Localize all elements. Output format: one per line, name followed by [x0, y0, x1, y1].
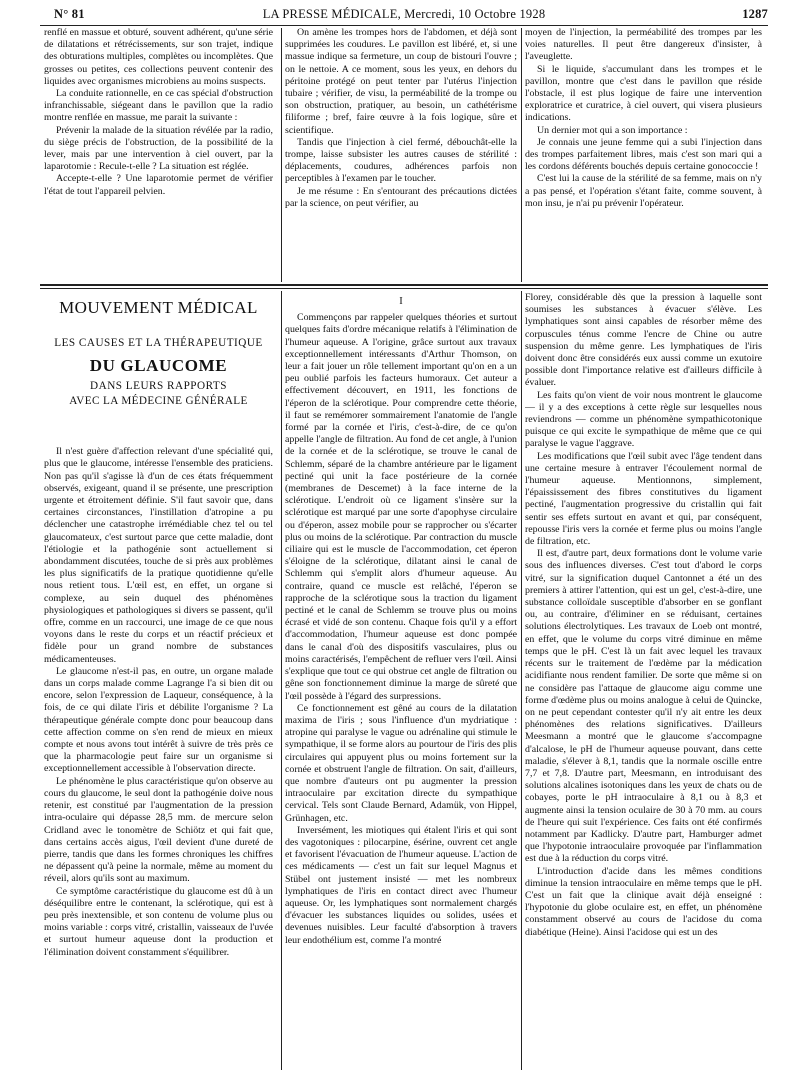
- top-column-3: [525, 27, 762, 282]
- top-column-2: [285, 27, 517, 282]
- column-divider: [281, 28, 282, 282]
- issue-number: N° 81: [54, 7, 85, 21]
- running-header: [40, 5, 768, 25]
- page-number: 1287: [742, 7, 768, 21]
- paragraph: Ce symptôme caractéristique du glaucome est dû à un déséquilibre entre le contenant, la sclérotique, qui est à peu près inextensible, et son contenu de volume plus ou moins variable : corps vitré, cristallin, vaisseaux de l'uvée et surtout humeur aqueuse dont la production et l'élimination doivent constamment s'équilibrer.: [44, 885, 273, 958]
- paragraph: Je connais une jeune femme qui a subi l'injection dans des trompes parfaitement libres, mais c'est son mari qui a les cordons déférents bouchés depuis certaine gonococcie !: [525, 136, 762, 173]
- article-column-2: [285, 292, 517, 1070]
- paragraph: Inversément, les miotiques qui étalent l'iris et qui sont des vagotoniques : pilocarpine, ésérine, ouvrent cet angle et favorisent l'évacuation de l'humeur aqueuse. L'action de ces médicaments — c'est un fait sur lequel Magnus et Stübel ont justement insisté — met les nombreux lymphatiques de l'iris en contact direct avec l'humeur aqueuse. Or, les lymphatiques sont normalement chargés d'évacuer les substances liquides ou solides, usées et devenues nuisibles. Leur faculté d'absorption à travers leur endothélium est, comme l'a montré: [285, 824, 517, 946]
- paragraph: La conduite rationnelle, en ce cas spécial d'obstruction infranchissable, siégeant dans le pavillon que la radio montre renflée en massue, me parait la suivante :: [44, 88, 273, 124]
- article-subtitle: AVEC LA MÉDECINE GÉNÉRALE: [69, 395, 248, 408]
- article-subtitle: DANS LEURS RAPPORTS: [90, 380, 227, 393]
- paragraph: L'introduction d'acide dans les mêmes conditions diminue la tension intraoculaire en même temps que le pH. C'est un fait que la clinique avait déjà enseigné : l'hypotonie du globe oculaire est, en effet, un phénomène constamment observé au cours de l'acidose du coma diabétique (Heine). Ainsi l'acidose qui est un des: [525, 865, 762, 938]
- section-heading: MOUVEMENT MÉDICAL: [59, 298, 258, 317]
- paragraph: Un dernier mot qui a son importance :: [537, 124, 688, 136]
- article-column-1: [44, 292, 273, 1070]
- paragraph: Prévenir la malade de la situation révélée par la radio, du siège précis de l'obstruction, de la possibilité de la lever, mais par une intervention à ciel ouvert, par la laparotomie : Recule-t-elle ? La situation est réglée.: [44, 124, 273, 173]
- paragraph: Si le liquide, s'accumulant dans les trompes et le pavillon, montre que c'est dans le pavillon que réside l'obstacle, il est plus logique de faire une intervention exploratrice et curatrice, à ciel ouvert, qui visera plusieurs indications.: [525, 63, 762, 124]
- article-title: LES CAUSES ET LA THÉRAPEUTIQUE: [54, 337, 263, 350]
- paragraph: Ce fonctionnement est gêné au cours de la dilatation maxima de l'iris ; sous l'influence d'un mydriatique : atropine qui paralyse le vague ou adrénaline qui stimule le sympathique, il se forme alors au pourtour de l'iris des plis circulaires qui appuyent plus ou moins fortement sur la cornée et obstruent l'angle de filtration. On sait, d'ailleurs, que nombre d'auteurs ont pu augmenter la pression intraoculaire par excitation directe du sympathique cervical. Tels sont Claude Bernard, Adamük, von Hippel, Grünhagen, etc.: [285, 702, 517, 824]
- paragraph: renflé en massue et obturé, souvent adhérent, qu'une série de dilatations et rétrécissements, sur son trajet, indique des obturations multiples, complètes ou incomplètes. Que grosses ou petites, ces collections peuvent contenir des liquides avec organismes microbiens au moins suspects.: [44, 27, 273, 87]
- paragraph: Florey, considérable dès que la pression à laquelle sont soumises les substances à évacuer s'élève. Les lymphatiques sont ainsi capables de résorber même des corpuscules ténus comme l'encre de Chine ou autre suspension du même genre. Les lymphatiques de l'iris doivent donc être considérés eux aussi comme un exutoire possible dont l'importance relative est d'ailleurs difficile à évaluer.: [525, 292, 762, 389]
- part-number: I: [399, 296, 403, 307]
- paragraph: Il est, d'autre part, deux formations dont le volume varie sous des influences diverses. C'est tout d'abord le corps vitré, sur la signification duquel Cantonnet a été un des premiers à attirer l'attention, qui est un gel, c'est-à-dire, une substance colloïdale susceptible d'absorber en se gonflant ou, au contraire, d'éliminer en se réduisant, certaines solutions électrolytiques. Les travaux de Loeb ont montré, en effet, que le volume du corps vitré diminue en même temps que le pH. C'est là un fait avec lequel les travaux récents sur le traitement de l'œdème par la médication acidifiante nous rendent familier. De sorte que même si on ne considère pas l'attaque de glaucome aigu comme une forme d'œdème plus ou moins analogue à celui de Quincke, on ne peut cependant contester qu'il n'y ait entre les deux phénomènes des relations significatives. D'ailleurs Meesmann a montré que le glaucome s'accompagne d'alcalose, le pH de l'humeur aqueuse pouvant, dans cette maladie, s'élever à 8,1, tandis que la normale oscille entre 7,7 et 7,8. D'autre part, Meesmann, en introduisant des solutions alcalines isotoniques dans les yeux de chats ou de cobayes, porte le pH intraoculaire à 8,1 ou à 8,3 et augmente ainsi la tension oculaire de 30 à 70 mm. au cours de l'heure qui suit l'expérience. Ces faits ont été confirmés notamment par Kadlicky. D'autre part, Hamburger admet que l'hypotonie intraoculaire provoquée par l'inflammation est due à la réduction du corps vitré.: [525, 548, 762, 865]
- section-rule: [40, 284, 768, 286]
- paragraph: Commençons par rappeler quelques théories et surtout quelques faits d'ordre mécanique relatifs à l'élimination de l'humeur aqueuse. A l'origine, grâce surtout aux travaux exceptionnellement intéressants d'Arthur Thomson, on leur a fait jouer un rôle tellement important qu'on en a un peu oublié parfois les facteurs humoraux. Cet auteur a effectivement découvert, en 1911, les fonctions de l'éperon de la sclérotique. Pour comprendre cette théorie, il faut se remémorer sommairement l'anatomie de l'angle formé par la cornée et l'iris, c'est-à-dire, de ce qu'on appelle l'angle de filtration. Au fond de cet angle, à l'union de la cornée et de la sclérotique, se trouve le canal de Schlemm, séparé de la chambre antérieure par le ligament pectiné qui unit la face postérieure de la cornée (membranes de Descemet) à la face interne de la sclérotique. L'endroit où ce ligament s'insère sur la sclérotique est marqué par une sorte d'apophyse circulaire ou d'éperon, assez mobile pour se rapprocher ou s'écarter plus ou moins de la sclérotique. Par contraction du muscle ciliaire qui est le muscle de l'accommodation, cet éperon s'éloigne de la sclérotique, dilatant ainsi le canal de Schlemm qui s'emplit alors d'humeur aqueuse. Au contraire, quand ce muscle est relâché, l'éperon se rapproche de la sclérotique sous la traction du ligament pectiné et le canal de Schlemm se trouve plus ou moins écrasé et vidé de son contenu. Chaque fois qu'il y a effort d'accommodation, l'humeur aqueuse est donc pompée dans le canal d'où des dispositifs vasculaires, plus ou moins caractérisés, l'empêchent de refluer vers l'œil. Ainsi s'explique que tout ce qui obstrue cet angle de filtration ou gêne son fonctionnement diminue la marge de sûreté que l'œil possède à l'égard des surpressions.: [285, 312, 517, 702]
- paragraph: moyen de l'injection, la perméabilité des trompes par les voies naturelles. Il peut être dangereux d'insister, à l'aveuglette.: [525, 27, 762, 63]
- paragraph: On amène les trompes hors de l'abdomen, et déjà sont supprimées les coudures. Le pavillon est libéré, et, si une massue indique sa fermeture, un coup de bistouri l'ouvre ; on le nettoie. A ce moment, sous les yeux, en dehors du péritoine protégé on peut tenter par l'utérus l'injection tubaire ; vérifier, de visu, la perméabilité de la trompe ou son obstruction, pratiquer, au besoin, un cathétérisme filiforme ; bref, faire œuvre à la fois logique, sûre et scientifique.: [285, 27, 517, 136]
- header-rule: [40, 25, 768, 26]
- paragraph: Le phénomène le plus caractéristique qu'on observe au cours du glaucome, le seul dont la pathogénie doive nous retenir, est constitué par l'augmentation de la pression intra-oculaire qui dépasse 28,5 mm. de mercure selon Cridland avec le tonomètre de Schiötz et qui fait que, dans certains accès aigus, l'œil devient d'une dureté de pierre, tandis que dans les formes chroniques les chiffres ne dépassent qu'à peine la normale, même au moment du réveil, alors qu'ils sont au maximum.: [44, 775, 273, 885]
- paragraph: Je me résume : En s'entourant des précautions dictées par la science, on peut vérifier, au: [285, 185, 517, 209]
- column-divider: [521, 28, 522, 282]
- paragraph: Le glaucome n'est-il pas, en outre, un organe malade dans un corps malade comme Lagrange l'a si bien dit ou encore, selon l'expression de Laqueur, conséquence, à la fois, de ce qui dilate l'iris et débilite l'organisme ? La thérapeutique générale compte donc pour beaucoup dans cette affection comme on s'en rend de mieux en mieux compte et nous avons tout intérêt à suivre de très près ce que la pharmacologie peut faire sur un organisme si exceptionnellement accessible à l'observation directe.: [44, 665, 273, 775]
- paragraph: Tandis que l'injection à ciel fermé, débouchât-elle la trompe, laisse subsister les autres causes de stérilité : déplacements, coudures, adhérences parfois non perceptibles à l'examen par le toucher.: [285, 136, 517, 185]
- column-divider: [281, 291, 282, 1070]
- paragraph: Accepte-t-elle ? Une laparotomie permet de vérifier l'état de tout l'appareil pelvien.: [44, 173, 273, 197]
- article-title: DU GLAUCOME: [89, 356, 228, 376]
- paragraph: C'est lui la cause de la stérilité de sa femme, mais on n'y a pas pensé, et l'opération s'étant faite, comme souvent, à mon insu, je n'ai pu prévenir l'opérateur.: [525, 173, 762, 209]
- section-rule: [40, 288, 768, 289]
- paragraph: Il n'est guère d'affection relevant d'une spécialité qui, plus que le glaucome, intéresse l'ensemble des praticiens. Non pas qu'il s'agisse là d'un de ces états fréquemment observés, exigeant, quand il se présente, une prescription urgente et étroitement définie. S'il faut savoir que, dans certaines circonstances, l'instillation d'atropine a pu déclencher une catastrophe irrémédiable chez tel ou tel glaucomateux, c'est surtout parce que cette maladie, dont l'étiologie et la pathogénie sont actuellement si abondamment discutées, touche de si près aux problèmes les plus significatifs de la pratique quotidienne qu'elle nous retient tous. L'œil est, en effet, un organe si complexe, au sein duquel des phénomènes physiologiques et pathologiques si divers se passent, qu'il offre, comme en un raccourci, une image de ce que nous voyons dans le reste du corps et un réactif précieux et fidèle pour un grand nombre de substances médicamenteuses.: [44, 446, 273, 665]
- paragraph: Les faits qu'on vient de voir nous montrent le glaucome — il y a des exceptions à cette règle sur lesquelles nous reviendrons — comme un phénomène sympathicotonique puisque ce qui excite le sympathique de même que ce qui paralyse le vague l'aggrave.: [525, 389, 762, 450]
- article-column-3: [525, 292, 762, 1070]
- column-divider: [521, 291, 522, 1070]
- paragraph: Les modifications que l'œil subit avec l'âge tendent dans une certaine mesure à entraver l'écoulement normal de l'humeur aqueuse. Mentionnons, simplement, l'épaississement des fibres constitutives du ligament pectiné, l'augmentation progressive du cristallin qui fait sentir ses effets surtout en avant et qui, par conséquent, repousse l'iris vers la cornée et ferme plus ou moins l'angle de filtration, etc.: [525, 450, 762, 548]
- top-column-1: [44, 27, 273, 282]
- journal-title: LA PRESSE MÉDICALE, Mercredi, 10 Octobre 1928: [262, 7, 546, 21]
